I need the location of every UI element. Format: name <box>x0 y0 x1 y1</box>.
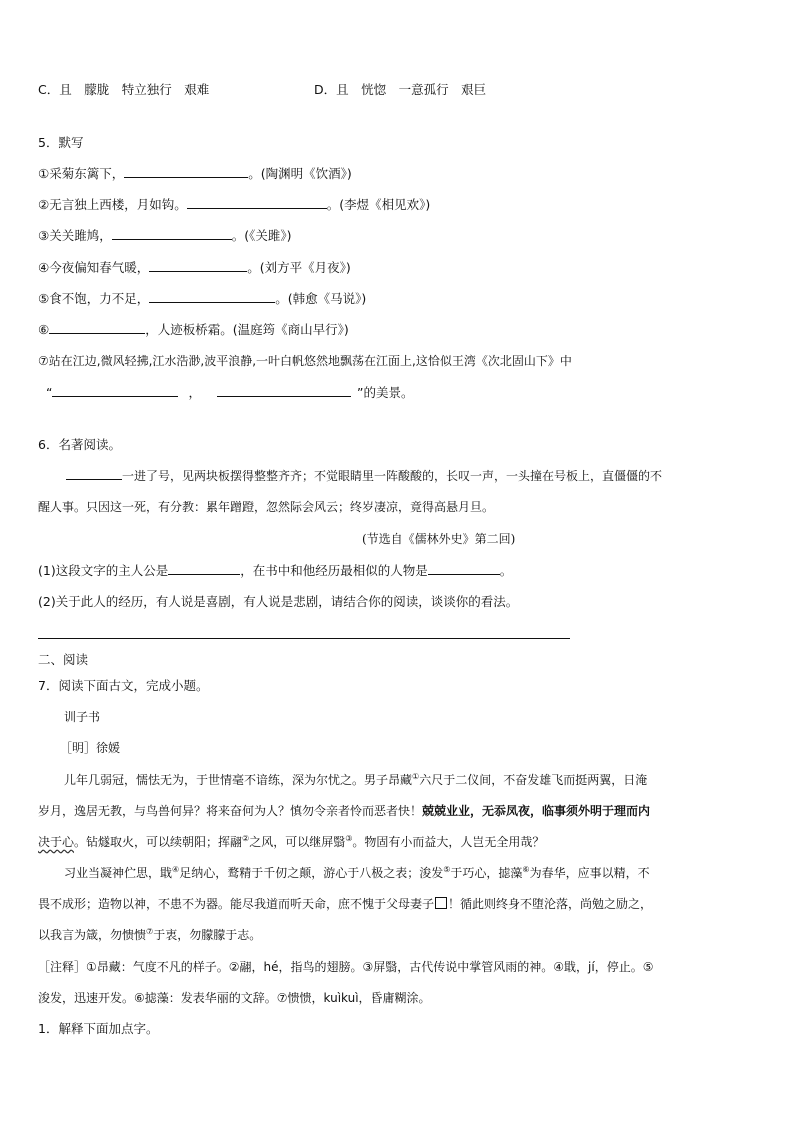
q7-para-1-line-2 <box>38 801 650 821</box>
q5-l5-pre: ⑤食不饱，力不足， <box>38 291 150 306</box>
q7-p2a: 岁月，逸居无教，与鸟兽何异？将来奋何为人？慎勿令亲者怜而恶者快！ <box>38 804 423 818</box>
q7-p1a: 儿年几弱冠，懦怯无为，于世情毫不谙练，深为尔忧之。男子昂藏 <box>64 773 413 787</box>
answer-blank[interactable] <box>428 561 500 575</box>
q5-line-5 <box>38 289 366 309</box>
answer-blank[interactable] <box>168 561 240 575</box>
note-ref-7: ⑦ <box>146 927 154 936</box>
answer-blank[interactable] <box>52 383 178 397</box>
q6-sub1-pre: (1)这段文字的主人公是 <box>38 563 169 578</box>
q7-p5a: 畏不成形；造物以神，不患不为器。能尽我道而听天命，庶不愧于父母妻子 <box>38 897 435 911</box>
q5-line-8 <box>46 383 413 403</box>
q7-notes-line-1: ［注释］①昂藏：气度不凡的样子。②翮，hé，指鸟的翅膀。③屏翳，古代传说中掌管风雨的神。④戢，jí，停止。⑤ <box>38 960 654 974</box>
q6-source: (节选自《儒林外史》第二回) <box>362 532 516 546</box>
q6-sub1-end: 。 <box>499 563 513 578</box>
q7-para-2-line-1 <box>64 863 650 883</box>
q6-sub1-mid: ，在书中和他经历最相似的人物是 <box>240 563 428 578</box>
answer-blank[interactable] <box>149 289 275 303</box>
q5-l5-post: 。(韩愈《马说》) <box>275 291 367 306</box>
q7-title: 7．阅读下面古文，完成小题。 <box>38 678 209 693</box>
q5-line-6 <box>38 320 349 340</box>
q7-p3b: 。钻燧取火，可以续朝阳；挥翮 <box>74 835 243 849</box>
q7-p6a: 以我言为箴，勿愦愦 <box>38 928 147 942</box>
q7-para-1-line-1 <box>64 770 647 790</box>
q5-line-7: ⑦站在江边,微风轻拂,江水浩渺,波平浪静,一叶白帆悠然地飘荡在江面上,这恰似王湾《次北固山下》中 <box>38 354 572 368</box>
answer-blank[interactable] <box>149 258 247 272</box>
answer-blank[interactable] <box>124 164 248 178</box>
q5-line-1 <box>38 164 352 184</box>
answer-blank[interactable] <box>49 320 145 334</box>
q7-para-2-line-3 <box>38 925 261 945</box>
note-ref-2: ② <box>242 834 250 843</box>
answer-blank[interactable] <box>187 195 327 209</box>
note-ref-4: ④ <box>172 865 180 874</box>
note-ref-5: ⑤ <box>443 865 451 874</box>
q5-l4-pre: ④今夜偏知春气暖， <box>38 260 150 275</box>
q7-para-1-line-3 <box>38 832 544 852</box>
q6-sub-2: (2)关于此人的经历，有人说是喜剧，有人说是悲剧，请结合你的阅读，谈谈你的看法。 <box>38 594 519 609</box>
answer-blank[interactable] <box>112 226 232 240</box>
q5-l1-post: 。(陶渊明《饮酒》) <box>248 166 352 181</box>
q5-l3-post: 。(《关雎》) <box>231 228 292 243</box>
q5-l1-pre: ①采菊东篱下， <box>38 166 125 181</box>
q7-p2b-emphasis: 兢兢业业，无忝凤夜，临事须外明于理而内 <box>422 804 651 818</box>
q7-sub-1: 1．解释下面加点字。 <box>38 1021 159 1036</box>
q5-l6-pre: ⑥ <box>38 322 50 337</box>
q7-p4c: 于巧心，摅藻 <box>450 866 523 880</box>
option-d: D．且 恍惚 一意孤行 艰巨 <box>314 82 487 97</box>
q5-l8-open: “ <box>46 385 53 400</box>
answer-blank[interactable] <box>217 383 351 397</box>
q7-text-title: 训子书 <box>64 710 101 724</box>
answer-blank[interactable] <box>66 466 122 480</box>
option-c: C．且 朦胧 特立独行 艰难 <box>38 82 210 97</box>
q7-p3c: 之风，可以继屏翳 <box>249 835 346 849</box>
note-ref-1: ① <box>412 772 420 781</box>
q7-p6b: 于衷，勿朦朦于志。 <box>153 928 262 942</box>
q7-p3d: 。物固有小而益大，人岂无全用哉？ <box>352 835 545 849</box>
missing-char-box <box>435 897 447 909</box>
q5-l2-pre: ②无言独上西楼，月如钩。 <box>38 197 187 212</box>
q6-title: 6．名著阅读。 <box>38 437 121 452</box>
note-ref-3: ③ <box>345 834 353 843</box>
q5-l3-pre: ③关关雎鸠， <box>38 228 112 243</box>
q7-p4b: 足纳心，鹜精于千仞之颠，游心于八极之表；浚发 <box>179 866 444 880</box>
q6-p1: 一进了号，见两块板摆得整整齐齐；不觉眼睛里一阵酸酸的，长叹一声，一头撞在号板上，直僵僵的不 <box>122 469 663 483</box>
q5-l6-post: ，人迹板桥霜。(温庭筠《商山早行》) <box>145 322 349 337</box>
q7-author: ［明］徐媛 <box>60 741 121 755</box>
q5-l4-post: 。(刘方平《月夜》) <box>247 260 351 275</box>
q5-l8-close: ”的美景。 <box>357 385 414 400</box>
q7-p4a: 习业当凝神伫思，戢 <box>64 866 173 880</box>
q5-l8-mid: ， <box>188 385 201 400</box>
q5-line-4 <box>38 258 351 278</box>
q7-p4d: 为春华，应事以精，不 <box>529 866 650 880</box>
q5-title: 5．默写 <box>38 135 84 150</box>
q7-p3a-wavy: 决于心 <box>38 835 75 849</box>
q6-passage-line-2: 醒人事。只因这一死，有分教：累年蹭蹬，忽然际会风云；终岁凄凉，竟得高悬月旦。 <box>38 500 495 514</box>
q7-p1b: 六尺于二仪间，不奋发雄飞而挺两翼，日淹 <box>419 773 648 787</box>
answer-line[interactable] <box>38 638 570 639</box>
q5-line-3 <box>38 226 291 246</box>
q6-passage-line-1 <box>66 466 662 486</box>
note-ref-6: ⑥ <box>522 865 530 874</box>
q5-l2-post: 。(李煜《相见欢》) <box>326 197 431 212</box>
q5-line-2 <box>38 195 430 215</box>
q7-para-2-line-2 <box>38 894 652 914</box>
section-2-title: 二、阅读 <box>38 652 89 667</box>
q6-sub-1 <box>38 561 512 581</box>
q7-notes-line-2: 浚发，迅速开发。⑥摅藻：发表华丽的文辞。⑦愦愦，kuìkuì，昏庸糊涂。 <box>38 991 431 1005</box>
q7-p5b: ！循此则终身不堕沦落，尚勉之励之， <box>448 897 653 911</box>
